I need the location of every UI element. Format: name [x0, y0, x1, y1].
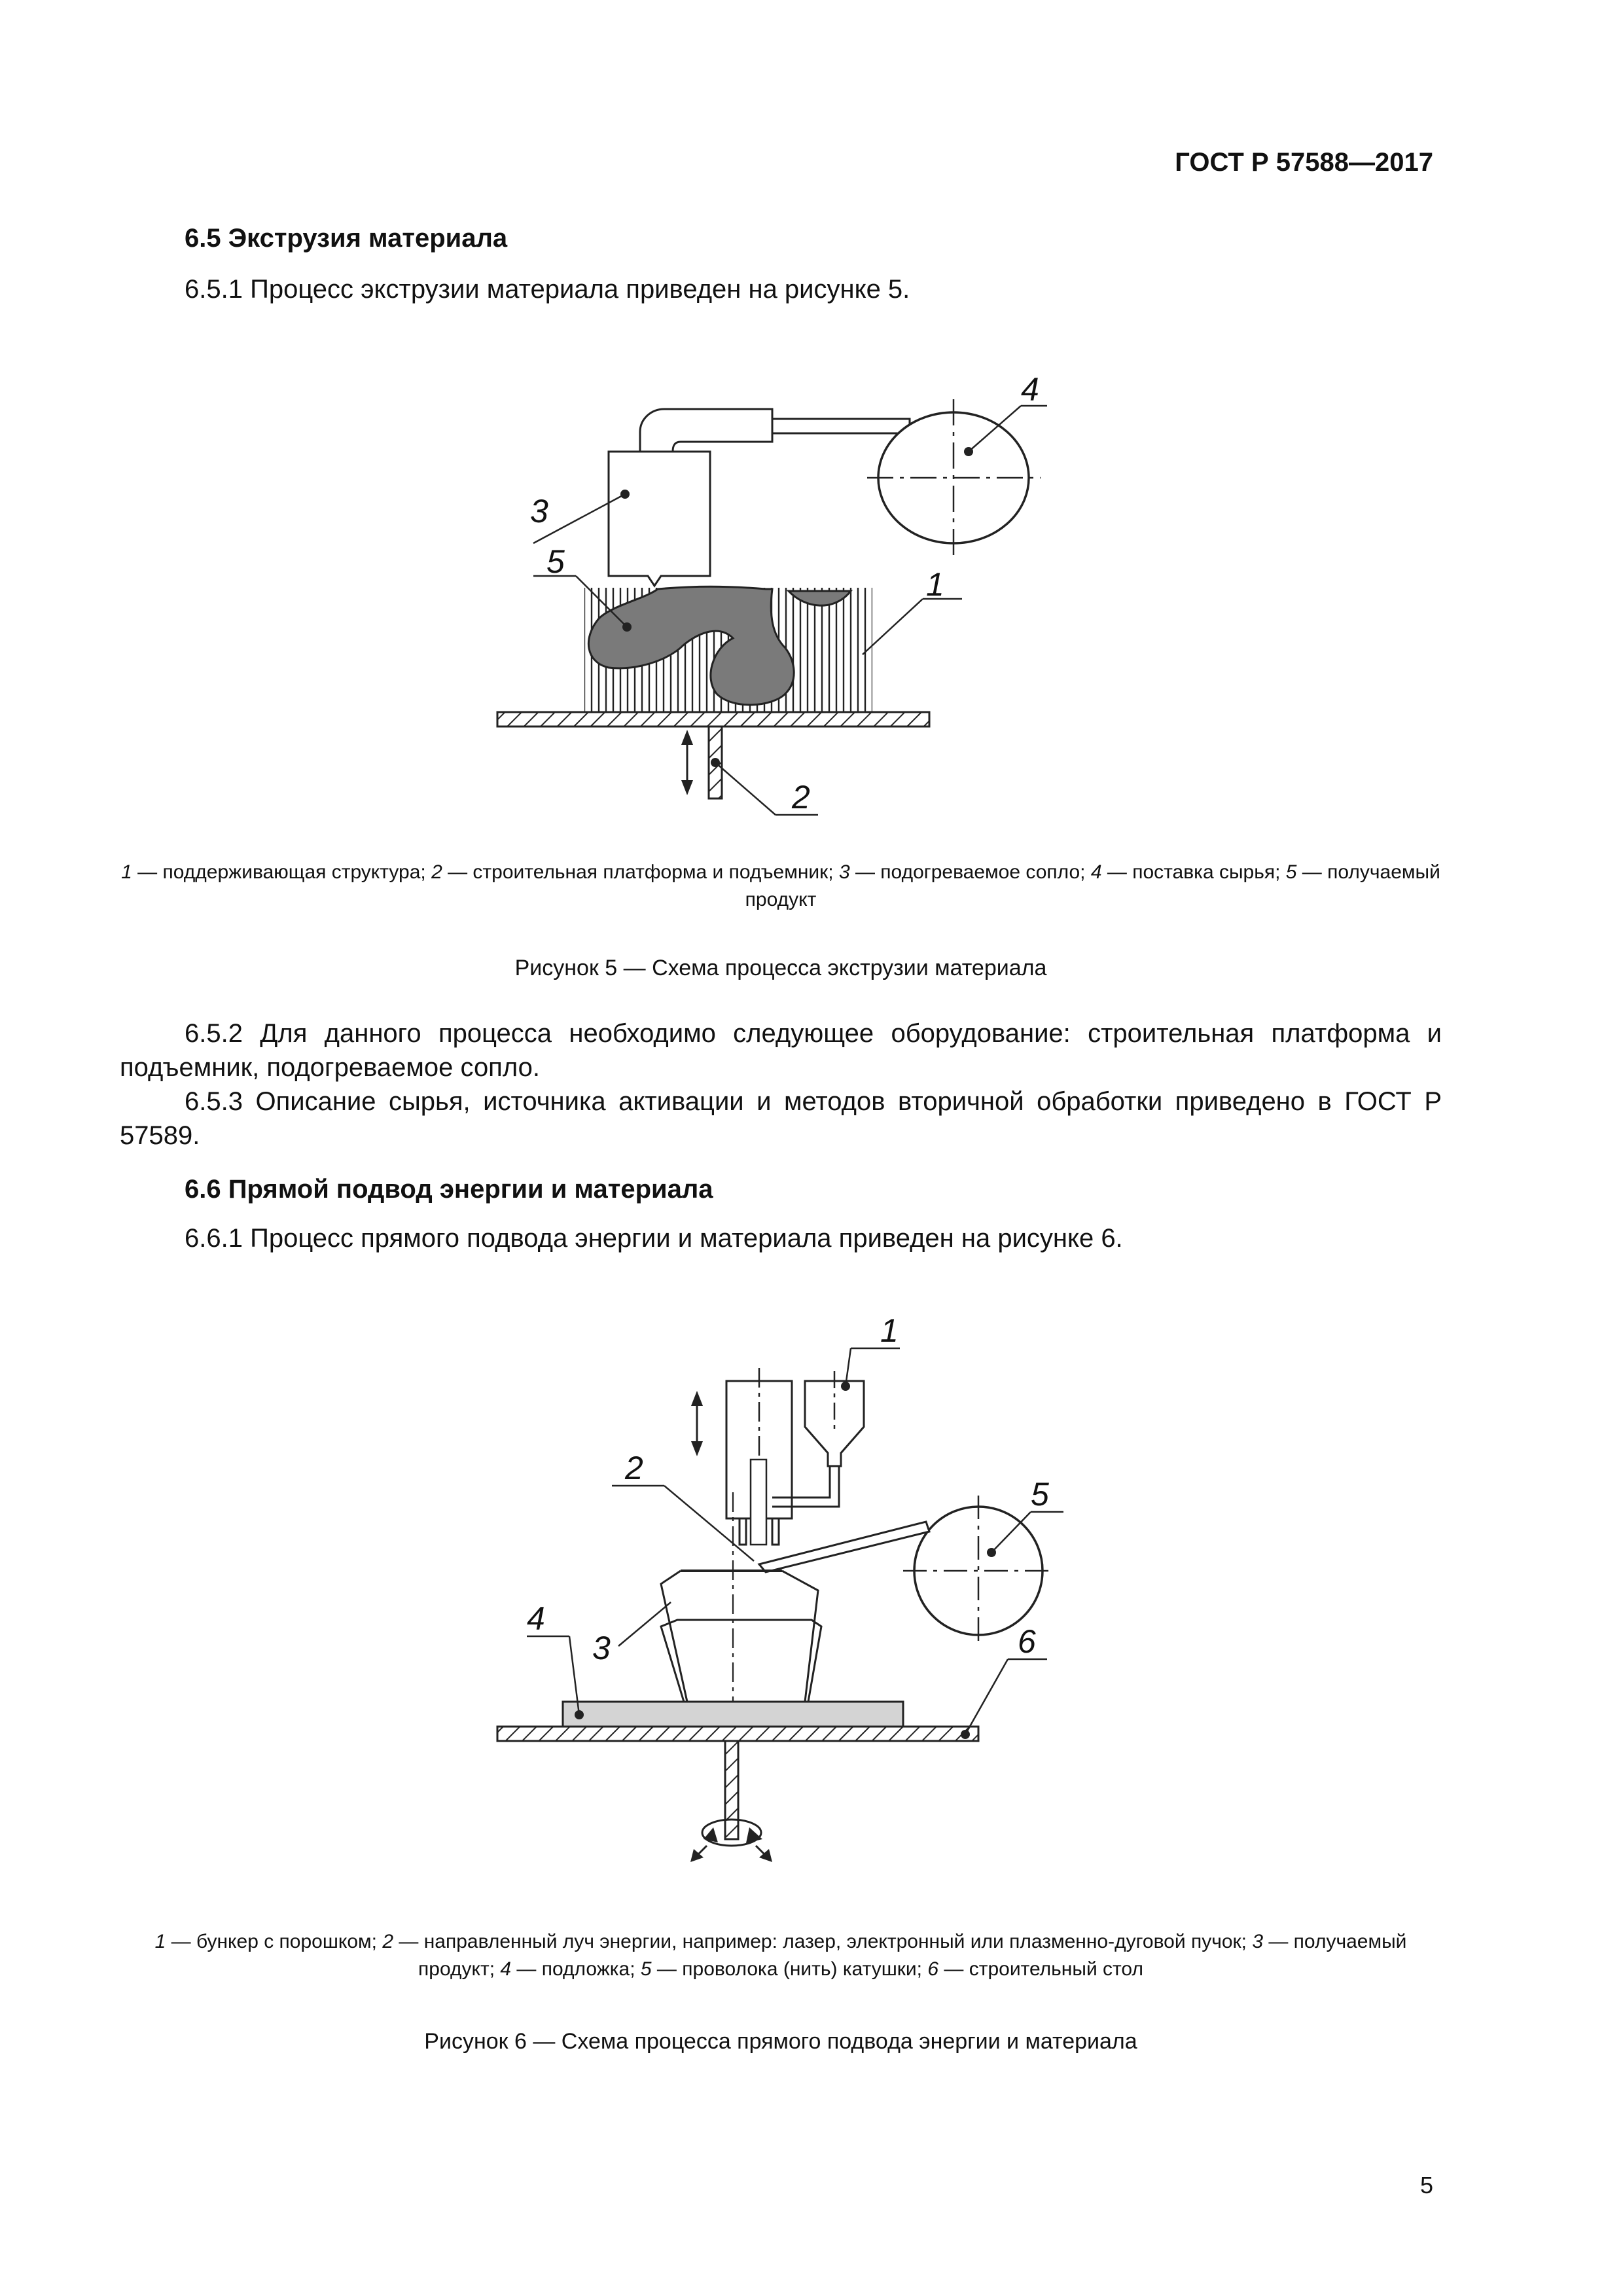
legend-text: — бункер с порошком; — [166, 1931, 383, 1952]
legend-num: 2 — [431, 861, 442, 883]
legend-text: — направленный луч энергии, например: лазер, электронный или плазменно-дуговой пучок; — [393, 1931, 1253, 1952]
legend-num: 5 — [1285, 861, 1297, 883]
legend-num: 3 — [1252, 1931, 1263, 1952]
legend-num: 6 — [927, 1958, 939, 1980]
legend-num: 1 — [121, 861, 132, 883]
legend-text: — подложка; — [511, 1958, 641, 1980]
legend-text: — строительная платформа и подъемник; — [442, 861, 839, 883]
legend-text: — поставка сырья; — [1101, 861, 1286, 883]
legend-text: — получаемый продукт; — [418, 1931, 1407, 1980]
substrate — [563, 1702, 903, 1727]
label-2: 2 — [792, 779, 810, 816]
feed-line — [772, 419, 910, 433]
figure-6-ded-diagram — [0, 1296, 1623, 1911]
legend-num: 3 — [838, 861, 850, 883]
label-4: 4 — [527, 1600, 545, 1637]
section-heading-6-5: 6.5 Экструзия материала — [185, 224, 508, 253]
label-2: 2 — [625, 1450, 643, 1486]
paragraph-6-5-3: 6.5.3 Описание сырья, источника активации и методов вторичной обработки приведено в ГОСТ Р 57589. — [120, 1087, 1442, 1150]
legend-text: — проволока (нить) катушки; — [651, 1958, 928, 1980]
paragraph-6-5-2: 6.5.2 Для данного процесса необходимо следующее оборудование: строительная платформа и подъемник, подогреваемое сопло. — [120, 1019, 1442, 1082]
paragraph-6-5-1: 6.5.1 Процесс экструзии материала приведен на рисунке 5. — [185, 275, 910, 304]
label-4: 4 — [1021, 371, 1039, 408]
label-3: 3 — [530, 493, 548, 529]
legend-text: — подогреваемое сопло; — [849, 861, 1091, 883]
table-shaft — [725, 1741, 738, 1839]
figure-5-legend — [120, 859, 1442, 914]
label-6: 6 — [1018, 1623, 1036, 1660]
label-1: 1 — [880, 1312, 899, 1349]
label-5: 5 — [1031, 1476, 1049, 1513]
label-3: 3 — [592, 1630, 611, 1666]
figure-5-extrusion-diagram — [0, 0, 1623, 838]
standard-number: ГОСТ Р 57588—2017 — [1175, 148, 1433, 177]
feed-tube — [640, 409, 772, 452]
paragraph-6-6-1: 6.6.1 Процесс прямого подвода энергии и материала приведен на рисунке 6. — [185, 1224, 1123, 1253]
section-heading-6-6: 6.6 Прямой подвод энергии и материала — [185, 1175, 713, 1204]
label-5: 5 — [546, 543, 565, 580]
legend-text: — строительный стол — [938, 1958, 1143, 1980]
heated-nozzle — [609, 452, 710, 586]
wire-feed — [759, 1522, 929, 1572]
legend-num: 2 — [382, 1931, 394, 1952]
figure-6-caption: Рисунок 6 — Схема процесса прямого подвода энергии и материала — [424, 2029, 1137, 2054]
build-platform — [497, 712, 929, 726]
legend-text: — поддерживающая структура; — [132, 861, 432, 883]
label-1: 1 — [926, 566, 944, 603]
build-table — [497, 1727, 978, 1741]
figure-6-legend — [120, 1928, 1442, 1983]
legend-num: 4 — [1090, 861, 1102, 883]
legend-text: — получаемый продукт — [745, 861, 1440, 910]
figure-5-caption: Рисунок 5 — Схема процесса экструзии материала — [514, 956, 1047, 980]
legend-num: 5 — [640, 1958, 652, 1980]
page-number: 5 — [1419, 2172, 1433, 2198]
legend-num: 1 — [154, 1931, 166, 1952]
legend-num: 4 — [500, 1958, 512, 1980]
